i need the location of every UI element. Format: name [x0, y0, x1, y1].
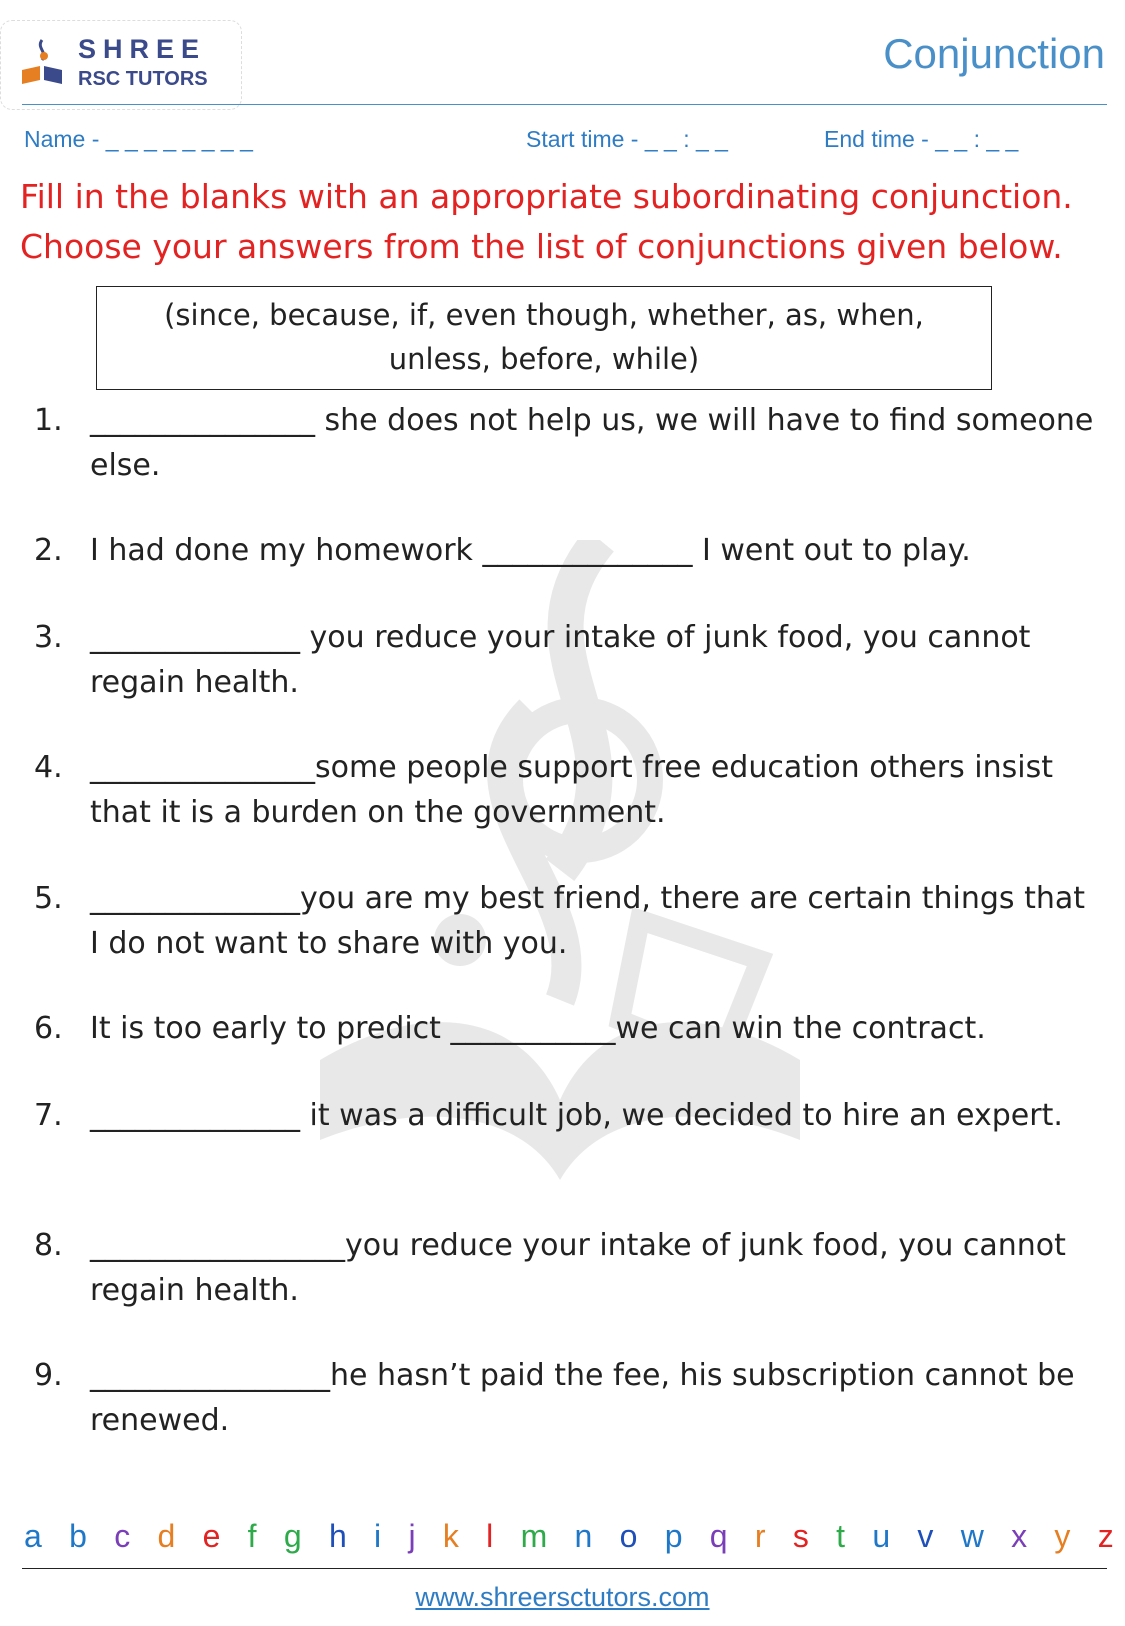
question-number: 8.: [34, 1228, 63, 1263]
question-text: _______________ she does not help us, we will have to find someone else.: [90, 403, 1094, 483]
question-text: ______________ it was a difficult job, we decided to hire an expert.: [90, 1098, 1063, 1133]
alphabet-strip: [24, 1518, 1114, 1555]
page-title: Conjunction: [883, 30, 1105, 77]
question-number: 6.: [34, 1011, 63, 1046]
question-item: [34, 876, 1094, 966]
word-list-line: (since, because, if, even though, whether, as, when,: [164, 298, 924, 332]
question-item: [34, 398, 1094, 488]
question-text: ______________you are my best friend, there are certain things that I do not want to share with you.: [90, 881, 1085, 961]
alphabet-letter: h: [328, 1518, 347, 1554]
logo-text-rsc: RSC TUTORS: [78, 68, 208, 90]
question-item: [34, 615, 1094, 705]
question-text: ______________ you reduce your intake of junk food, you cannot regain health.: [90, 620, 1031, 700]
question-item: [34, 1223, 1094, 1313]
alphabet-letter: o: [619, 1518, 638, 1554]
alphabet-letter: i: [374, 1518, 382, 1554]
question-text: _________________you reduce your intake of junk food, you cannot regain health.: [90, 1228, 1066, 1308]
alphabet-letter: r: [754, 1518, 766, 1554]
end-time-field: End time - _ _ : _ _: [824, 126, 1019, 152]
alphabet-letter: q: [709, 1518, 728, 1554]
alphabet-letter: y: [1054, 1518, 1071, 1554]
question-item: [34, 1006, 1094, 1051]
alphabet-letter: v: [917, 1518, 934, 1554]
word-list-line: unless, before, while): [388, 342, 700, 376]
alphabet-letter: a: [24, 1518, 42, 1554]
alphabet-letter: b: [69, 1518, 87, 1554]
alphabet-letter: x: [1011, 1518, 1028, 1554]
question-number: 3.: [34, 620, 63, 655]
alphabet-letter: j: [408, 1518, 416, 1554]
alphabet-letter: t: [836, 1518, 846, 1554]
alphabet-letter: s: [792, 1518, 809, 1554]
alphabet-letter: p: [664, 1518, 683, 1554]
alphabet-letter: d: [157, 1518, 176, 1554]
question-number: 4.: [34, 750, 63, 785]
alphabet-letter: k: [442, 1518, 459, 1554]
question-item: [34, 1093, 1094, 1138]
question-number: 1.: [34, 403, 63, 438]
question-text: _______________some people support free education others insist that it is a burden on the government.: [90, 750, 1054, 830]
alphabet-letter: l: [486, 1518, 494, 1554]
question-item: [34, 1353, 1094, 1443]
question-text: I had done my homework ______________ I went out to play.: [90, 533, 971, 568]
instruction-line: Fill in the blanks with an appropriate subordinating conjunction.: [20, 177, 1073, 216]
alphabet-letter: w: [960, 1518, 984, 1554]
question-item: [34, 528, 1094, 573]
alphabet-letter: m: [520, 1518, 548, 1554]
header-divider: [22, 104, 1107, 105]
question-text: It is too early to predict ___________we can win the contract.: [90, 1011, 986, 1046]
logo-book-icon: [18, 36, 66, 86]
alphabet-letter: n: [574, 1518, 593, 1554]
alphabet-letter: f: [247, 1518, 257, 1554]
start-time-field: Start time - _ _ : _ _: [526, 126, 728, 152]
question-number: 9.: [34, 1358, 63, 1393]
question-number: 7.: [34, 1098, 63, 1133]
logo-text-shree: SHREE: [78, 34, 207, 64]
question-number: 2.: [34, 533, 63, 568]
alphabet-letter: e: [202, 1518, 221, 1554]
question-text: ________________he hasn’t paid the fee, his subscription cannot be renewed.: [90, 1358, 1075, 1438]
alphabet-letter: g: [283, 1518, 302, 1554]
word-list-box: [96, 286, 992, 390]
alphabet-letter: z: [1097, 1518, 1114, 1554]
name-field: Name - _ _ _ _ _ _ _ _: [24, 126, 253, 152]
footer-website-link[interactable]: www.shreersctutors.com: [415, 1582, 710, 1612]
instruction-line: Choose your answers from the list of conjunctions given below.: [20, 227, 1063, 266]
instructions: [20, 172, 1110, 272]
footer-divider: [22, 1568, 1107, 1569]
alphabet-letter: u: [872, 1518, 891, 1554]
alphabet-letter: c: [114, 1518, 131, 1554]
question-item: [34, 745, 1094, 835]
question-number: 5.: [34, 881, 63, 916]
